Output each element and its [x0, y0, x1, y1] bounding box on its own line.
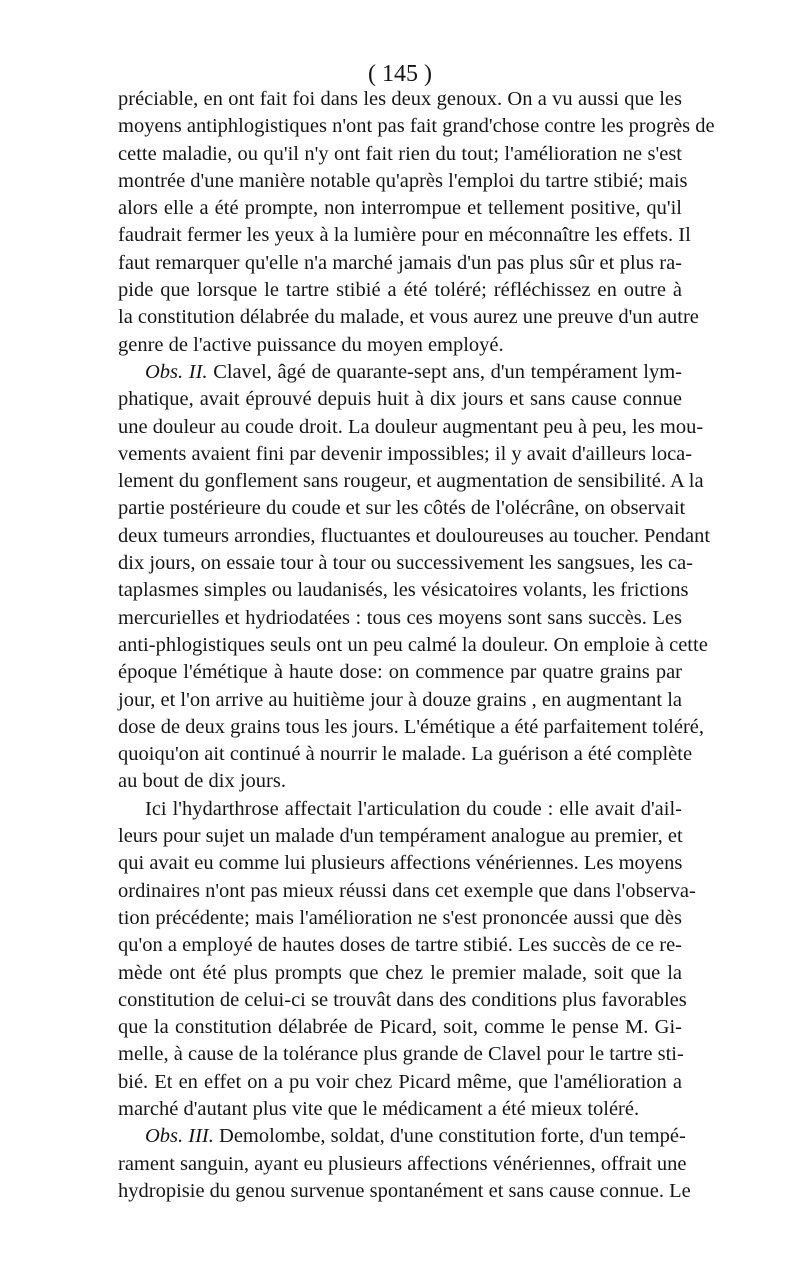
text-line: rament sanguin, ayant eu plusieurs affections vénériennes, offrait une	[118, 1152, 687, 1175]
text-line: mède ont été plus prompts que chez le premier malade, soit que la	[118, 961, 682, 984]
text-line: moyens antiphlogistiques n'ont pas fait grand'chose contre les progrès de	[118, 115, 715, 138]
text-line: hydropisie du genou survenue spontanément et sans cause connue. Le	[118, 1179, 691, 1202]
observation-heading-line	[118, 1123, 686, 1150]
text-line: préciable, en ont fait foi dans les deux genoux. On a vu aussi que les	[118, 88, 682, 110]
text-line: lement du gonflement sans rougeur, et augmentation de sensibilité. A la	[118, 470, 704, 493]
text-line: dix jours, on essaie tour à tour ou successivement les sangsues, les ca-	[118, 552, 694, 575]
text-line: phatique, avait éprouvé depuis huit à dix jours et sans cause connue	[118, 388, 682, 411]
text-line: ordinaires n'ont pas mieux réussi dans cet exemple que dans l'observa-	[118, 879, 696, 902]
text-line: montrée d'une manière notable qu'après l'emploi du tartre stibié; mais	[118, 169, 688, 192]
text-line: marché d'autant plus vite que le médicament a été mieux toléré.	[118, 1097, 640, 1120]
text-line: bié. Et en effet on a pu voir chez Picard même, que l'amélioration a	[118, 1070, 682, 1093]
text-line: au bout de dix jours.	[118, 770, 286, 793]
text-line: partie postérieure du coude et sur les côtés de l'olécrâne, on observait	[118, 497, 686, 520]
text-line: deux tumeurs arrondies, fluctuantes et douloureuses au toucher. Pendant	[118, 524, 711, 547]
text-line: que la constitution délabrée de Picard, soit, comme le pense M. Gi-	[118, 1016, 682, 1039]
observation-label: Obs. II.	[145, 360, 208, 383]
observation-heading-line	[118, 359, 682, 386]
text-line: Demolombe, soldat, d'une constitution forte, d'un tempé-	[219, 1125, 686, 1148]
text-line: tion précédente; mais l'amélioration ne s'est prononcée aussi que dès	[118, 906, 682, 929]
text-line: cette maladie, ou qu'il n'y ont fait rien du tout; l'amélioration ne s'est	[118, 142, 682, 165]
text-line: melle, à cause de la tolérance plus grande de Clavel pour le tartre sti-	[118, 1043, 684, 1066]
text-line: leurs pour sujet un malade d'un tempérament analogue au premier, et	[118, 825, 683, 848]
text-line: vements avaient fini par devenir impossibles; il y avait d'ailleurs loca-	[118, 442, 693, 465]
text-line: pide que lorsque le tartre stibié a été toléré; réfléchissez en outre à	[118, 279, 682, 302]
text-line: époque l'émétique à haute dose: on commence par quatre grains par	[118, 661, 682, 684]
text-line: taplasmes simples ou laudanisés, les vésicatoires volants, les frictions	[118, 579, 689, 602]
text-line: alors elle a été prompte, non interrompue et tellement positive, qu'il	[118, 197, 682, 220]
text-line: Clavel, âgé de quarante-sept ans, d'un tempérament lym-	[213, 360, 682, 383]
text-line: mercurielles et hydriodatées : tous ces moyens sont sans succès. Les	[118, 606, 682, 629]
text-line: Ici l'hydarthrose affectait l'articulation du coude : elle avait d'ail-	[145, 797, 682, 820]
text-line: une douleur au coude droit. La douleur augmentant peu à peu, les mou-	[118, 415, 704, 438]
text-line: quoiqu'on ait continué à nourrir le malade. La guérison a été complète	[118, 743, 693, 766]
text-line: qu'on a employé de hautes doses de tartre stibié. Les succès de ce re-	[118, 934, 682, 957]
text-line: dose de deux grains tous les jours. L'émétique a été parfaitement toléré,	[118, 715, 705, 738]
text-line: la constitution délabrée du malade, et vous aurez une preuve d'un autre	[118, 306, 699, 329]
text-line: constitution de celui-ci se trouvât dans des conditions plus favorables	[118, 988, 687, 1011]
body-text	[118, 86, 715, 1205]
text-line: genre de l'active puissance du moyen employé.	[118, 333, 504, 356]
text-line: faut remarquer qu'elle n'a marché jamais d'un pas plus sûr et plus ra-	[118, 251, 682, 274]
text-line: qui avait eu comme lui plusieurs affections vénériennes. Les moyens	[118, 852, 683, 875]
text-line: jour, et l'on arrive au huitième jour à douze grains , en augmentant la	[118, 688, 682, 711]
text-line: faudrait fermer les yeux à la lumière pour en méconnaître les effets. Il	[118, 224, 691, 247]
observation-label: Obs. III.	[145, 1125, 214, 1148]
page-number: ( 145 )	[368, 61, 432, 87]
text-line: anti-phlogistiques seuls ont un peu calmé la douleur. On emploie à cette	[118, 633, 708, 656]
